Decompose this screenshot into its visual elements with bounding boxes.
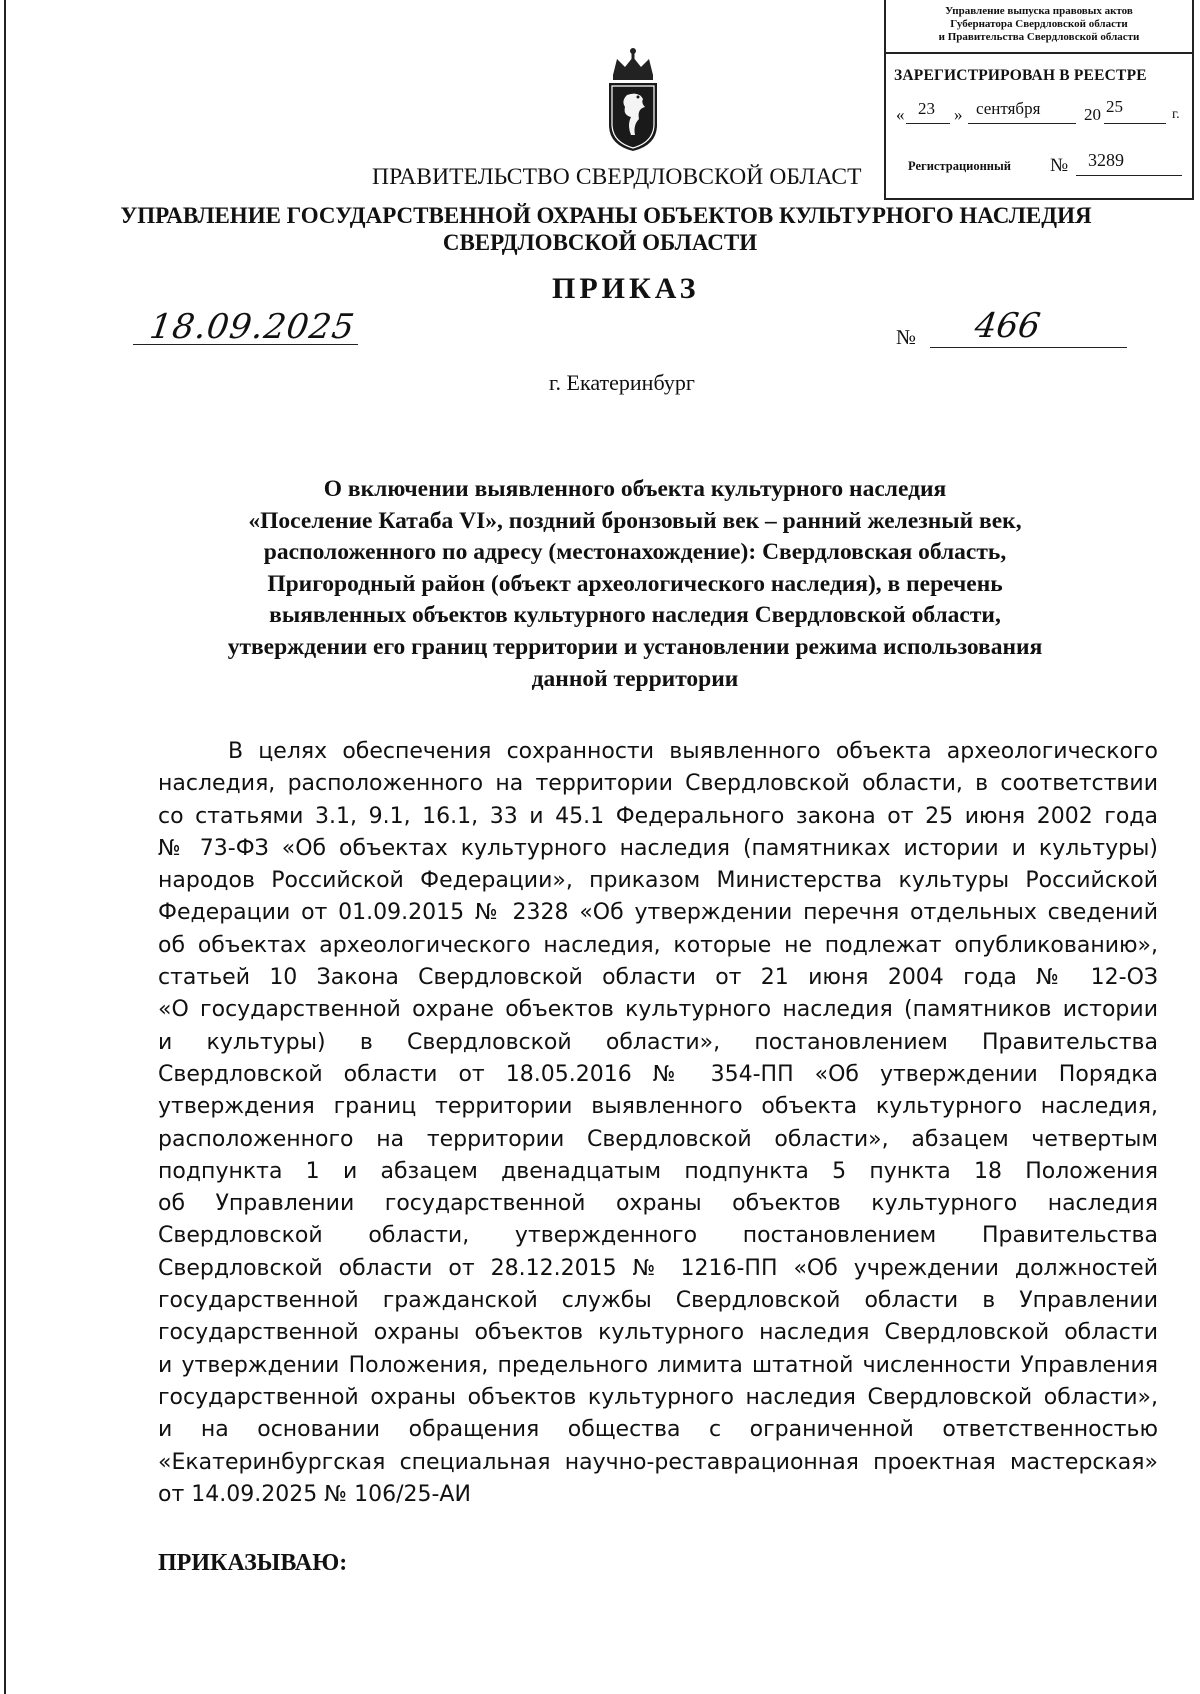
stamp-day: 23 xyxy=(918,99,935,118)
body-line: Свердловской области, утвержденного постановлением Правительства xyxy=(158,1223,1158,1249)
preamble-paragraph xyxy=(158,736,1158,1511)
department-name-line-1: УПРАВЛЕНИЕ ГОСУДАРСТВЕННОЙ ОХРАНЫ ОБЪЕКТОВ КУЛЬТУРНОГО НАСЛЕДИЯ xyxy=(120,203,1092,228)
body-line: Свердловской области от 28.12.2015 № 1216-ПП «Об учреждении должностей xyxy=(158,1255,1158,1281)
order-number-sign: № xyxy=(896,325,917,349)
handwritten-order-number: 466 xyxy=(972,306,1043,346)
stamp-registered-label: ЗАРЕГИСТРИРОВАН В РЕЕСТРЕ xyxy=(894,67,1147,84)
stamp-header-line: Губернатора Свердловской области xyxy=(950,18,1128,30)
body-line: об Управлении государственной охраны объектов культурного наследия xyxy=(158,1191,1158,1217)
stamp-number-sign: № xyxy=(1050,155,1069,176)
stamp-quote-close: » xyxy=(954,105,963,124)
stamp-quote-open: « xyxy=(896,105,905,124)
subject-line: Пригородный район (объект археологического наследия), в перечень xyxy=(267,570,1003,597)
stamp-reg-number xyxy=(908,150,1188,181)
number-underline xyxy=(930,347,1127,348)
order-subject xyxy=(150,474,1120,695)
stamp-date xyxy=(896,97,1186,129)
body-line: подпункта 1 и абзацем двенадцатым подпункта 5 пункта 18 Положения xyxy=(158,1158,1158,1184)
body-line: наследия, расположенного на территории Свердловской области, в соответствии xyxy=(158,771,1158,797)
body-line: В целях обеспечения сохранности выявленного объекта археологического xyxy=(228,739,1158,764)
body-line: государственной охраны объектов культурного наследия Свердловской области», xyxy=(158,1384,1158,1410)
city-line: г. Екатеринбург xyxy=(549,370,695,395)
date-underline xyxy=(133,344,358,345)
body-line: об объектах археологического наследия, которые не подлежат опубликованию», xyxy=(158,932,1158,958)
body-line: «О государственной охране объектов культурного наследия (памятников истории xyxy=(158,997,1158,1023)
handwritten-date: 18.09.2025 xyxy=(147,307,358,347)
body-line: «Екатеринбургская специальная научно-реставрационная проектная мастерская» xyxy=(158,1449,1158,1475)
subject-line: О включении выявленного объекта культурного наследия xyxy=(323,476,947,502)
stamp-year-suffix: 25 xyxy=(1106,97,1123,116)
stamp-reg-label: Регистрационный xyxy=(908,159,1011,173)
body-line: со статьями 3.1, 9.1, 16.1, 33 и 45.1 Федерального закона от 25 июня 2002 года xyxy=(158,803,1158,829)
subject-line: расположенного по адресу (местонахождение): Свердловская область, xyxy=(263,539,1007,566)
body-line: государственной гражданской службы Свердловской области в Управлении xyxy=(158,1288,1158,1314)
body-line: Свердловской области от 18.05.2016 № 354-ПП «Об утверждении Порядка xyxy=(158,1061,1158,1087)
stamp-year-mark: г. xyxy=(1172,107,1180,122)
order-directive: ПРИКАЗЫВАЮ: xyxy=(158,1550,348,1576)
body-line: и на основании обращения общества с ограниченной ответственностью xyxy=(158,1417,1158,1443)
body-line: и культуры) в Свердловской области», постановлением Правительства xyxy=(158,1029,1158,1055)
body-line: статьей 10 Закона Свердловской области от 21 июня 2004 года № 12-ОЗ xyxy=(158,965,1158,991)
subject-line: утверждении его границ территории и установлении режима использования xyxy=(227,633,1043,660)
body-line: расположенного на территории Свердловской области», абзацем четвертым xyxy=(158,1126,1158,1152)
body-line: и утверждении Положения, предельного лимита штатной численности Управления xyxy=(158,1352,1158,1378)
stamp-year-prefix: 20 xyxy=(1084,105,1101,124)
stamp-header-line: и Правительства Свердловской области xyxy=(938,31,1140,43)
stamp-month: сентября xyxy=(976,99,1041,118)
body-line: утверждения границ территории выявленного объекта культурного наследия, xyxy=(158,1094,1158,1120)
coat-of-arms-icon xyxy=(605,45,661,153)
stamp-header xyxy=(886,0,1192,54)
subject-line: выявленных объектов культурного наследия Свердловской области, xyxy=(269,602,1001,629)
body-line: Федерации от 01.09.2015 № 2328 «Об утверждении перечня отдельных сведений xyxy=(158,900,1158,926)
stamp-reg-value: 3289 xyxy=(1088,150,1124,170)
document-title: ПРИКАЗ xyxy=(552,272,700,305)
body-line: от 14.09.2025 № 106/25-АИ xyxy=(158,1481,471,1507)
body-line: № 73-ФЗ «Об объектах культурного наследия (памятниках истории и культуры) xyxy=(158,835,1158,861)
department-name-line-2: СВЕРДЛОВСКОЙ ОБЛАСТИ xyxy=(442,230,758,255)
stamp-header-line: Управление выпуска правовых актов xyxy=(945,5,1133,17)
subject-line: данной территории xyxy=(531,665,739,692)
body-line: государственной охраны объектов культурного наследия Свердловской области xyxy=(158,1320,1158,1346)
government-name: ПРАВИТЕЛЬСТВО СВЕРДЛОВСКОЙ ОБЛАСТ xyxy=(372,164,862,190)
body-line: народов Российской Федерации», приказом Министерства культуры Российской xyxy=(158,868,1158,894)
subject-line: «Поселение Катаба VI», поздний бронзовый век – ранний железный век, xyxy=(248,507,1022,534)
registry-stamp xyxy=(884,0,1194,200)
